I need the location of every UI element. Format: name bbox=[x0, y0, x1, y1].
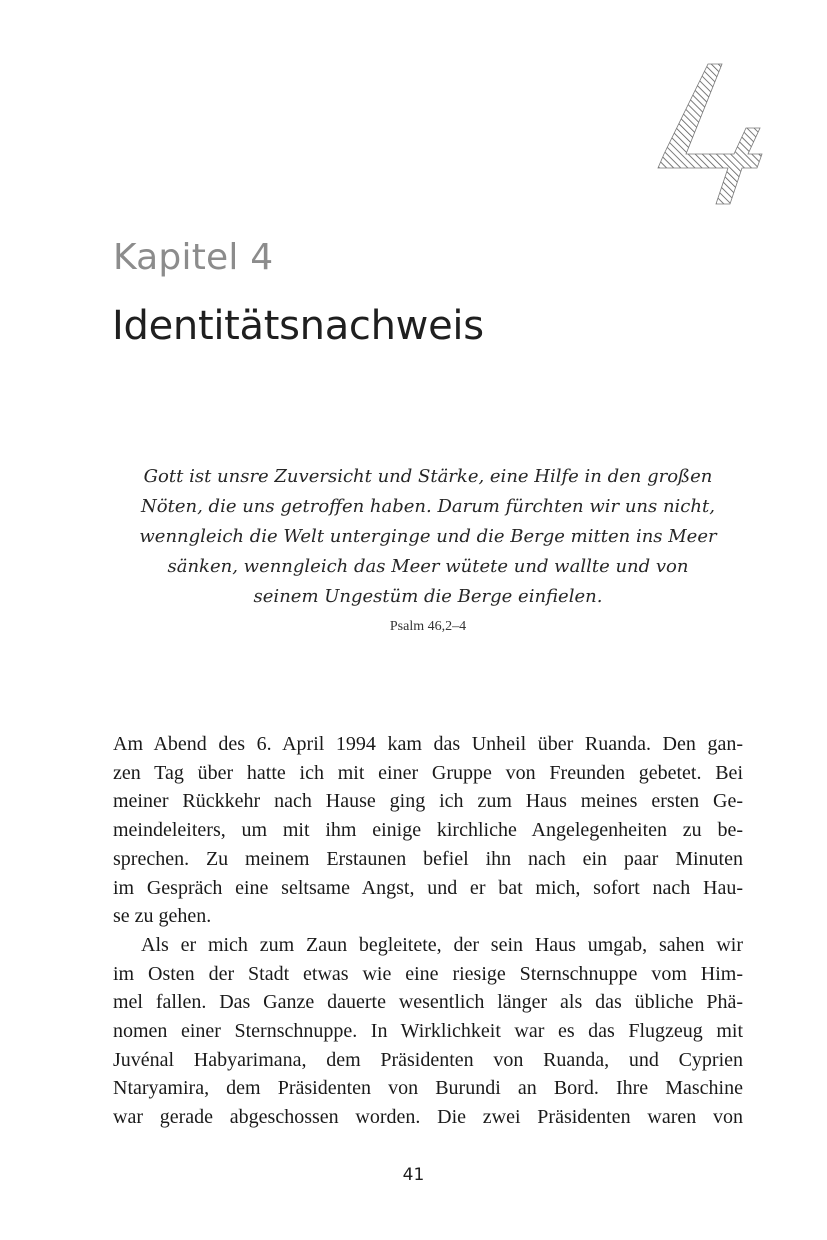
text-line: nomen einer Sternschnuppe. In Wirklichkeit war es das Flugzeug mit bbox=[113, 1020, 743, 1043]
text-line: im Osten der Stadt etwas wie eine riesige Sternschnuppe vom Him- bbox=[113, 962, 743, 985]
paragraph bbox=[113, 730, 743, 931]
text-line: Am Abend des 6. April 1994 kam das Unheil über Ruanda. Den gan- bbox=[113, 733, 743, 755]
epigraph-line: Nöten, die uns getroffen haben. Darum fürchten wir uns nicht, bbox=[141, 496, 715, 517]
text-line: im Gespräch eine seltsame Angst, und er bat mich, sofort nach Hau- bbox=[113, 876, 743, 899]
chapter-label: Kapitel 4 bbox=[113, 237, 274, 278]
text-line: war gerade abgeschossen worden. Die zwei Präsidenten waren von bbox=[113, 1106, 743, 1129]
text-line: zen Tag über hatte ich mit einer Gruppe von Freunden gebetet. Bei bbox=[113, 761, 743, 784]
chapter-title: Identitätsnachweis bbox=[112, 303, 484, 349]
text-line: Juvénal Habyarimana, dem Präsidenten von Ruanda, und Cyprien bbox=[113, 1048, 743, 1071]
text-line: Als er mich zum Zaun begleitete, der sein Haus umgab, sahen wir bbox=[141, 933, 743, 956]
text-line: meindeleiters, um mit ihm einige kirchliche Angelegenheiten zu be- bbox=[113, 819, 743, 842]
text-line: Ntaryamira, dem Präsidenten von Burundi an Bord. Ihre Maschine bbox=[113, 1077, 743, 1100]
epigraph-quote bbox=[132, 462, 724, 612]
body-text bbox=[113, 730, 743, 1132]
text-line: meiner Rückkehr nach Hause ging ich zum Haus meines ersten Ge- bbox=[113, 790, 743, 813]
paragraph bbox=[113, 931, 743, 1132]
epigraph-line: Gott ist unsre Zuversicht und Stärke, eine Hilfe in den großen bbox=[143, 466, 713, 487]
epigraph-line: wenngleich die Welt unterginge und die Berge mitten ins Meer bbox=[139, 526, 717, 547]
epigraph-line: sänken, wenngleich das Meer wütete und wallte und von bbox=[167, 556, 689, 577]
chapter-number-hatched-graphic bbox=[648, 58, 768, 208]
epigraph-line: seinem Ungestüm die Berge einfielen. bbox=[253, 586, 603, 607]
text-line: se zu gehen. bbox=[113, 905, 212, 928]
text-line: mel fallen. Das Ganze dauerte wesentlich länger als das übliche Phä- bbox=[113, 991, 743, 1014]
epigraph-source: Psalm 46,2–4 bbox=[389, 619, 467, 634]
text-line: sprechen. Zu meinem Erstaunen befiel ihn nach ein paar Minuten bbox=[113, 847, 743, 870]
page-number: 41 bbox=[402, 1165, 425, 1185]
